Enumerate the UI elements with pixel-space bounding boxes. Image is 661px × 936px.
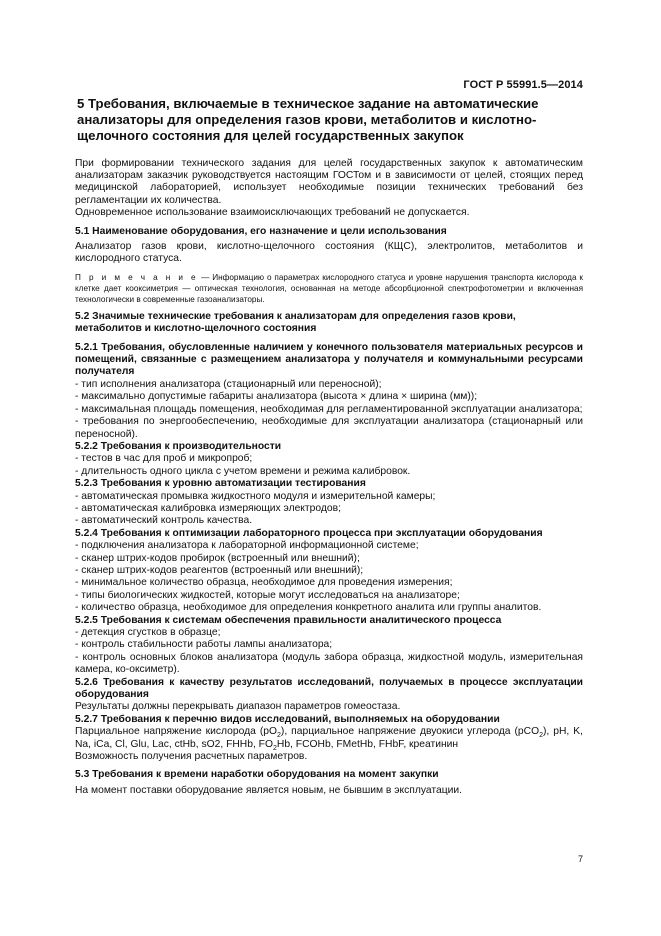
item-5-2-3-heading: 5.2.3 Требования к уровню автоматизации тестирования (75, 478, 366, 490)
list-item: - автоматический контроль качества. (75, 515, 253, 527)
subsection-5-2-heading: 5.2 Значимые технические требования к анализаторам для определения газов крови, метаболитов и кислотно-щелочного состояния (75, 310, 516, 335)
list-item: - длительность одного цикла с учетом времени и режима калибровок. (75, 465, 411, 477)
list-item: - подключения анализатора к лабораторной информационной системе; (75, 540, 419, 552)
note-label: П р и м е ч а н и е (75, 272, 199, 282)
text-run: ), pH, K, Na, iCa, Cl, Glu, Lac, ctHb, sO2, FHHb, FO (75, 726, 583, 750)
list-item: - контроль стабильности работы лампы анализатора; (75, 639, 333, 651)
item-5-2-5-heading: 5.2.5 Требования к системам обеспечения правильности аналитического процесса (75, 614, 502, 626)
item-5-2-6-text: Результаты должны перекрывать диапазон параметров гомеостаза. (75, 701, 401, 713)
list-item: - тестов в час для проб и микропроб; (75, 453, 253, 465)
subscript: 2 (272, 744, 277, 752)
text-run: ), парциальное напряжение двуокиси углерода (pCO (280, 726, 540, 738)
subsection-5-3-heading: 5.3 Требования к времени наработки оборудования на момент закупки (75, 769, 439, 781)
list-item: - автоматическая калибровка измеряющих электродов; (75, 502, 341, 514)
list-item: - контроль основных блоков анализатора (модуль забора образца, жидкостной модуль, измерительная камера, ко-оксиметр). (75, 651, 583, 676)
item-5-2-7-text (75, 726, 583, 751)
list-item: - максимально допустимые габариты анализатора (высота × длина × ширина (мм)); (75, 391, 478, 403)
subsection-5-3-text: На момент поставки оборудование является новым, не бывшим в эксплуатации. (75, 784, 462, 796)
item-5-2-2-heading: 5.2.2 Требования к производительности (75, 440, 282, 452)
subsection-5-1-heading: 5.1 Наименование оборудования, его назначение и цели использования (75, 225, 447, 237)
page-number: 7 (578, 854, 584, 864)
list-item: - сканер штрих-кодов реагентов (встроенный или внешний); (75, 564, 364, 576)
item-5-2-1-heading: 5.2.1 Требования, обусловленные наличием у конечного пользователя материальных ресурсов и помещений, связанные с размещением анализатора у получателя и коммунальными ресурсами получателя (75, 341, 583, 378)
list-item: - сканер штрих-кодов пробирок (встроенный или внешний); (75, 552, 360, 564)
list-item: - минимальное количество образца, необходимое для проведения измерения; (75, 577, 453, 589)
subscript: 2 (277, 732, 281, 740)
note-text: — Информацию о параметрах кислородного статуса и уровне нарушения транспорта кислорода к клетке дает кооксиметрия — оптическая технология, основанная на методе абсорбционной спектрофотометрии и включенная технологически в современные газоанализаторы. (75, 272, 583, 304)
section-5-paragraph-1: При формировании технического задания для целей государственных закупок к автоматическим анализаторам заказчик руководствуется настоящим ГОСТом и в зависимости от целей, стоящих перед медицинской лабораторией, использует необходимые позиции технических требований без регламентации их количества. (75, 157, 583, 206)
list-item: - требования по энергообеспечению, необходимые для эксплуатации анализатора (стационарный или переносной). (75, 416, 583, 440)
document-code: ГОСТ Р 55991.5—2014 (463, 79, 583, 91)
list-item: - максимальная площадь помещения, необходимая для регламентированной эксплуатации анализатора; (75, 403, 583, 415)
list-item: - типы биологических жидкостей, которые могут исследоваться на анализаторе; (75, 589, 460, 601)
list-item: - автоматическая промывка жидкостного модуля и измерительной камеры; (75, 490, 436, 502)
list-item: - тип исполнения анализатора (стационарный или переносной); (75, 378, 382, 390)
section-5-paragraph-2: Одновременное использование взаимоисключающих требований не допускается. (75, 207, 470, 219)
note-block (75, 272, 583, 305)
item-5-2-7-text-2: Возможность получения расчетных параметров. (75, 751, 308, 763)
list-item: - детекция сгустков в образце; (75, 627, 221, 639)
item-5-2-6-heading: 5.2.6 Требования к качеству результатов исследований, получаемых в процессе эксплуатации оборудования (75, 676, 583, 701)
item-5-2-4-heading: 5.2.4 Требования к оптимизации лабораторного процесса при эксплуатации оборудования (75, 527, 543, 539)
subscript: 2 (539, 732, 543, 740)
subsection-5-1-text: Анализатор газов крови, кислотно-щелочного состояния (КЩС), электролитов, метаболитов и кислородного статуса. (75, 241, 583, 265)
section-5-title: 5 Требования, включаемые в техническое задание на автоматические анализаторы для определения газов крови, метаболитов и кислотно-щелочного состояния для целей государственных закупок (77, 96, 539, 144)
text-run: Парциальное напряжение кислорода (pO (75, 726, 278, 738)
list-item: - количество образца, необходимое для определения конкретного аналита или группы аналитов. (75, 602, 542, 614)
item-5-2-7-heading: 5.2.7 Требования к перечню видов исследований, выполняемых на оборудовании (75, 713, 500, 725)
text-run: Hb, FCOHb, FMetHb, FHbF, креатинин (276, 738, 459, 750)
page-content (75, 96, 583, 797)
